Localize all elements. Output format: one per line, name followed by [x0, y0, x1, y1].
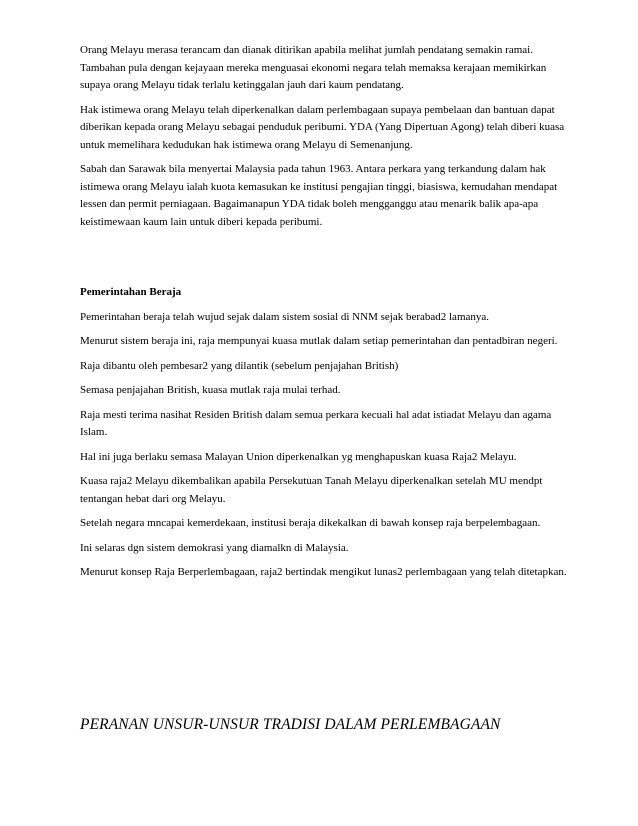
document-body	[80, 42, 568, 589]
section-paragraph-3: Raja dibantu oleh pembesar2 yang dilantik (sebelum penjajahan British)	[80, 359, 399, 372]
section-paragraph-8: Setelah negara mncapai kemerdekaan, institusi beraja dikekalkan di bawah konsep raja berpelembagaan.	[80, 517, 541, 529]
section-paragraph-1: Pemerintahan beraja telah wujud sejak dalam sistem sosial di NNM sejak berabad2 lamanya.	[80, 310, 490, 323]
section-paragraph-2: Menurut sistem beraja ini, raja mempunyai kuasa mutlak dalam setiap pemerintahan dan pentadbiran negeri.	[80, 335, 558, 347]
section-paragraph-6: Hal ini juga berlaku semasa Malayan Union diperkenalkan yg menghapuskan kuasa Raja2 Melayu.	[80, 450, 517, 463]
section-paragraph-5: Raja mesti terima nasihat Residen British dalam semua perkara kecuali hal adat istiadat Melayu dan agama Islam.	[80, 408, 552, 438]
section-paragraph-9: Ini selaras dgn sistem demokrasi yang diamalkn di Malaysia.	[80, 541, 349, 554]
section-paragraph-10: Menurut konsep Raja Berperlembagaan, raja2 bertindak mengikut lunas2 perlembagaan yang telah ditetapkan.	[80, 566, 567, 578]
section-heading: Pemerintahan Beraja	[80, 286, 182, 298]
paragraph-intro-2: Hak istimewa orang Melayu telah diperkenalkan dalam perlembagaan supaya pembelaan dan bantuan dapat diberikan kepada orang Melayu sebagai penduduk peribumi. YDA (Yang Dipertuan Agong) telah diberi kuasa untuk memelihara kedudukan hak istimewa orang Melayu di Semenanjung.	[80, 103, 565, 151]
bottom-heading: PERANAN UNSUR-UNSUR TRADISI DALAM PERLEMBAGAAN	[80, 716, 501, 733]
paragraph-intro-1: Orang Melayu merasa terancam dan dianak ditirikan apabila melihat jumlah pendatang semakin ramai. Tambahan pula dengan kejayaan mereka menguasai ekonomi negara telah memaksa kerajaan memikirkan supaya orang Melayu tidak terlalu ketinggalan jauh dari kaum pendatang.	[80, 44, 547, 91]
paragraph-intro-3: Sabah dan Sarawak bila menyertai Malaysia pada tahun 1963. Antara perkara yang terkandung dalam hak istimewa orang Melayu ialah kuota kemasukan ke institusi pengajian tinggi, biasiswa, kemudahan mendapat lessen dan permit perniagaan. Bagaimanapun YDA tidak boleh mengganggu atau menarik balik apa-apa keistimewaan kaum lain untuk diberi kepada peribumi.	[80, 163, 558, 228]
section-paragraph-7: Kuasa raja2 Melayu dikembalikan apabila Persekutuan Tanah Melayu diperkenalkan setelah MU mendpt tentangan hebat dari org Melayu.	[80, 475, 543, 505]
section-paragraph-4: Semasa penjajahan British, kuasa mutlak raja mulai terhad.	[80, 384, 341, 396]
